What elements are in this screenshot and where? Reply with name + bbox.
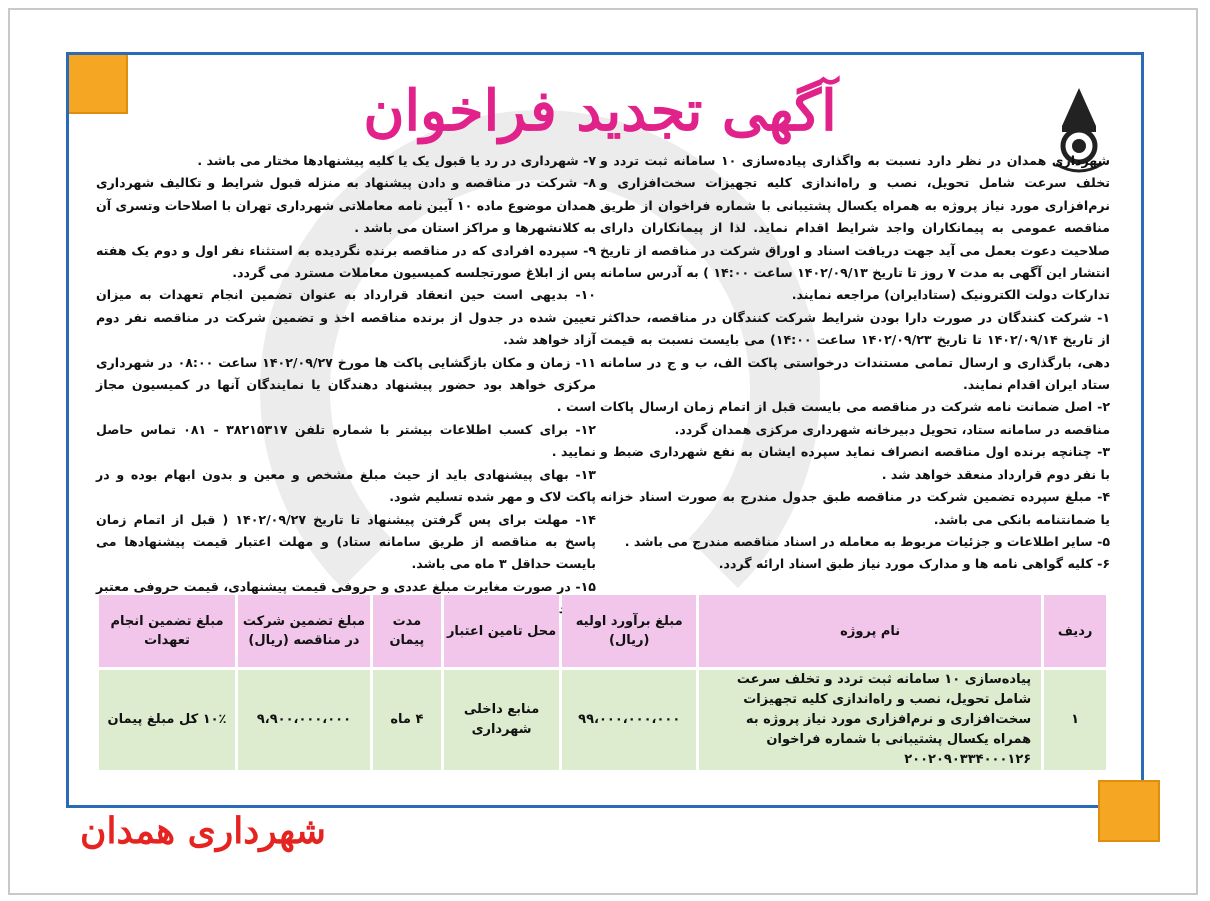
conditions-column-left: [96, 150, 596, 621]
header-bid-guarantee: مبلغ تضمین شرکت در مناقصه (ریال): [238, 595, 370, 667]
header-performance-guarantee: مبلغ تضمین انجام تعهدات: [99, 595, 235, 667]
condition-item: ۷- شهرداری در رد یا قبول یک یا کلیه پیشنهادها مختار می باشد .: [197, 153, 596, 168]
intro-paragraph: شهرداری همدان در نظر دارد نسبت به واگذاری پیاده‌سازی ۱۰ سامانه ثبت تردد و تخلف سرعت شامل تحویل، نصب و راه‌اندازی کلیه تجهیزات سخت‌افزاری و نرم‌افزاری مورد نیاز پروژه به همراه یکسال پشتیبانی با شماره فراخوان از طریق مناقصه عمومی به پیمانکاران واجد شرایط اقدام نماید. لذا از پیمانکاران دارای صلاحیت دعوت بعمل می آید جهت دریافت اسناد و اوراق شرکت در مناقصه از تاریخ انتشار این آگهی به مدت ۷ روز تا تاریخ ۱۴۰۲/۰۹/۱۳ ساعت ۱۴:۰۰ ) به آدرس سامانه تدارکات دولت الکترونیک (ستادایران) مراجعه نمایند.: [600, 153, 1111, 303]
condition-item: ۱۴- مهلت برای پس گرفتن پیشنهاد تا تاریخ ۱۴۰۲/۰۹/۲۷ ( قبل از اتمام زمان پاسخ به مناقصه از طریق سامانه ستاد) و مهلت اعتبار قیمت پیشنهادها می بایست حداقل ۳ ماه می باشد.: [96, 511, 596, 572]
header-contract-duration: مدت پیمان: [373, 595, 441, 667]
condition-item: ۴- مبلغ سپرده تضمین شرکت در مناقصه طبق جدول مندرج به صورت اسناد خزانه یا ضمانتنامه بانکی می باشد.: [600, 489, 1110, 527]
cell-bid-guarantee: ۹،۹۰۰،۰۰۰،۰۰۰: [238, 670, 370, 770]
cell-performance-guarantee: ۱۰٪ کل مبلغ پیمان: [99, 670, 235, 770]
condition-item: ۱- شرکت کنندگان در صورت دارا بودن شرایط شرکت کنندگان در مناقصه، حداکثر از تاریخ ۱۴۰۲/۰۹/۱۴ تا تاریخ ۱۴۰۲/۰۹/۲۳ ساعت ۱۴:۰۰) می بایست نسبت به قیمت دهی، بارگذاری و ارسال تمامی مستندات درخواستی پاکت الف، ب و ج در سامانه ستاد ایران اقدام نمایند.: [600, 309, 1110, 393]
cell-project-name: پیاده‌سازی ۱۰ سامانه ثبت تردد و تخلف سرعت شامل تحویل، نصب و راه‌اندازی کلیه تجهیزات سخت‌افزاری و نرم‌افزاری مورد نیاز پروژه به همراه یکسال پشتیبانی با شماره فراخوان ۲۰۰۲۰۹۰۳۳۴۰۰۰۱۲۶: [699, 670, 1041, 770]
cell-row-number: ۱: [1044, 670, 1106, 770]
condition-item: ۱۳- بهای پیشنهادی باید از حیث مبلغ مشخص و معین و بدون ابهام بوده و در پاکت لاک و مهر شده تسلیم شود.: [96, 466, 596, 505]
header-project-name: نام پروژه: [699, 595, 1041, 667]
condition-item: ۱۰- بدیهی است حین انعقاد قرارداد به عنوان تضمین انجام تعهدات به میزان تعیین شده در جدول از برنده مناقصه اخذ و تضمین شرکت در مناقصه نفر دوم آزاد خواهد شد.: [96, 287, 596, 348]
corner-square-bottom-right: [1098, 780, 1160, 842]
condition-item: ۸- شرکت در مناقصه و دادن پیشنهاد به منزله قبول شرایط و تکالیف شهرداری همدان موضوع ماده ۱۰ آیین نامه معاملاتی شهرداری تهران با اصلاحات وتسری آن به کلانشهرها و مراکز استان می باشد .: [96, 175, 596, 236]
table-header-row: [99, 595, 1106, 667]
condition-item: ۱۵- در صورت مغایرت مبلغ عددی و حروفی قیمت پیشنهادی، قیمت حروفی معتبر: [96, 578, 596, 594]
condition-item: ۱۱- زمان و مکان بازگشایی پاکت ها مورخ ۱۴۰۲/۰۹/۲۷ ساعت ۰۸:۰۰ در شهرداری مرکزی خواهد بود حضور پیشنهاد دهندگان یا نمایندگان آنها در کمیسیون مجاز است .: [96, 354, 596, 415]
header-row-number: ردیف: [1044, 595, 1106, 667]
condition-item: ۹- سپرده افرادی که در مناقصه برنده نگردیده به استثناء نفر اول و دوم یک هفته پس از ابلاغ صورتجلسه کمیسیون معاملات مسترد می گردد.: [96, 242, 596, 281]
condition-item: ۶- کلیه گواهی نامه ها و مدارک مورد نیاز طبق اسناد ارائه گردد.: [718, 556, 1110, 572]
tender-table: [96, 592, 1109, 773]
condition-item: ۲- اصل ضمانت نامه شرکت در مناقصه می بایست قبل از اتمام زمان ارسال پاکات مناقصه در سامانه ستاد، تحویل دبیرخانه شهرداری مرکزی همدان گردد.: [600, 399, 1110, 437]
cell-funding-source: منابع داخلی شهرداری: [444, 670, 559, 770]
header-funding-source: محل تامین اعتبار: [444, 595, 559, 667]
condition-item: ۳- چنانچه برنده اول مناقصه انصراف نماید سپرده ایشان به نفع شهرداری ضبط و با نفر دوم قرارداد منعقد خواهد شد .: [600, 444, 1110, 482]
condition-item: ۵- سایر اطلاعات و جزئیات مربوط به معامله در اسناد مناقصه مندرج می باشد .: [624, 533, 1110, 549]
cell-contract-duration: ۴ ماه: [373, 670, 441, 770]
footer-signature: شهرداری همدان: [80, 810, 326, 852]
conditions-column-right: [600, 150, 1110, 576]
table-row: [99, 670, 1106, 770]
cell-estimated-amount: ۹۹،۰۰۰،۰۰۰،۰۰۰: [562, 670, 696, 770]
condition-item: ۱۲- برای کسب اطلاعات بیشتر با شماره تلفن ۳۸۲۱۵۳۱۷ - ۰۸۱ تماس حاصل نمایید .: [96, 421, 596, 460]
header-estimated-amount: مبلغ برآورد اولیه (ریال): [562, 595, 696, 667]
ad-title: آگهی تجدید فراخوان: [363, 78, 837, 144]
